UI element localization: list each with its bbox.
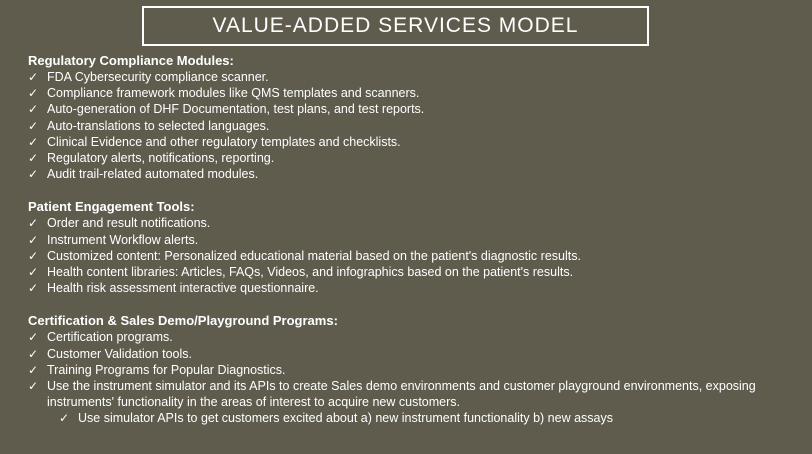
- list-item: [28, 362, 804, 378]
- checkmark-icon: ✓: [28, 151, 39, 166]
- page-title: VALUE-ADDED SERVICES MODEL: [212, 14, 579, 37]
- checkmark-icon: ✓: [28, 70, 39, 84]
- list-item: [28, 69, 804, 85]
- checkmark-icon: ✓: [28, 330, 39, 345]
- list-item-text: Use simulator APIs to get customers excited about a) new instrument functionality b) new assays: [78, 411, 613, 426]
- list-item: [28, 264, 804, 280]
- list-item: [28, 150, 804, 166]
- checkmark-icon: ✓: [28, 379, 39, 394]
- list-item: [28, 85, 804, 101]
- list-item-text: Order and result notifications.: [47, 216, 211, 231]
- checkmark-icon: ✓: [28, 265, 39, 280]
- checkmark-icon: ✓: [28, 346, 39, 361]
- list-item-text: Auto-translations to selected languages.: [47, 118, 270, 133]
- list-item-text: Health content libraries: Articles, FAQs, Videos, and infographics based on the patient's results.: [47, 265, 574, 280]
- section-certification-sales: [28, 313, 804, 426]
- list-item-text: Use the instrument simulator and its APIs to create Sales demo environments and customer playground environments, exposing instruments' functionality in the areas of interest to acquire new customers.: [47, 379, 756, 410]
- list-item: [28, 101, 804, 117]
- checkmark-icon: ✓: [28, 248, 39, 263]
- section-heading: Patient Engagement Tools:: [28, 199, 195, 215]
- list-item: [28, 118, 804, 134]
- bullet-list: [28, 329, 804, 426]
- list-item: [28, 329, 804, 345]
- checkmark-icon: ✓: [28, 362, 39, 377]
- list-item: [28, 280, 804, 296]
- section-patient-engagement: [28, 199, 804, 296]
- checkmark-icon: ✓: [28, 216, 39, 231]
- list-item-text: Compliance framework modules like QMS templates and scanners.: [47, 86, 420, 101]
- sub-list-item: [28, 410, 804, 426]
- checkmark-icon: ✓: [28, 134, 39, 149]
- bullet-list: [28, 215, 804, 296]
- checkmark-icon: ✓: [28, 86, 39, 101]
- section-heading: Regulatory Compliance Modules:: [28, 53, 234, 68]
- checkmark-icon: ✓: [28, 102, 39, 117]
- checkmark-icon: ✓: [28, 232, 39, 247]
- list-item: [28, 378, 804, 410]
- list-item: [28, 134, 804, 150]
- list-item: [28, 215, 804, 231]
- list-item: [28, 166, 804, 182]
- section-regulatory-compliance: [28, 53, 804, 182]
- list-item-text: Certification programs.: [47, 330, 173, 345]
- checkmark-icon: ✓: [28, 118, 39, 133]
- bullet-list: [28, 69, 804, 182]
- content-area: [28, 53, 804, 444]
- checkmark-icon: ✓: [28, 281, 39, 296]
- list-item-text: Health risk assessment interactive questionnaire.: [47, 281, 319, 296]
- list-item-text: Regulatory alerts, notifications, reporting.: [47, 151, 275, 166]
- list-item-text: Audit trail-related automated modules.: [47, 167, 259, 182]
- list-item-text: Auto-generation of DHF Documentation, test plans, and test reports.: [47, 102, 425, 117]
- list-item-text: FDA Cybersecurity compliance scanner.: [47, 70, 269, 84]
- list-item-text: Training Programs for Popular Diagnostics.: [47, 362, 286, 377]
- list-item: [28, 248, 804, 264]
- checkmark-icon: ✓: [28, 167, 39, 182]
- list-item-text: Instrument Workflow alerts.: [47, 232, 199, 247]
- list-item-text: Customer Validation tools.: [47, 346, 192, 361]
- checkmark-icon: ✓: [59, 411, 70, 426]
- section-heading: Certification & Sales Demo/Playground Programs:: [28, 313, 338, 329]
- list-item: [28, 232, 804, 248]
- list-item-text: Customized content: Personalized educational material based on the patient's diagnostic results.: [47, 248, 581, 263]
- title-box: [142, 6, 649, 46]
- list-item: [28, 346, 804, 362]
- list-item-text: Clinical Evidence and other regulatory templates and checklists.: [47, 134, 401, 149]
